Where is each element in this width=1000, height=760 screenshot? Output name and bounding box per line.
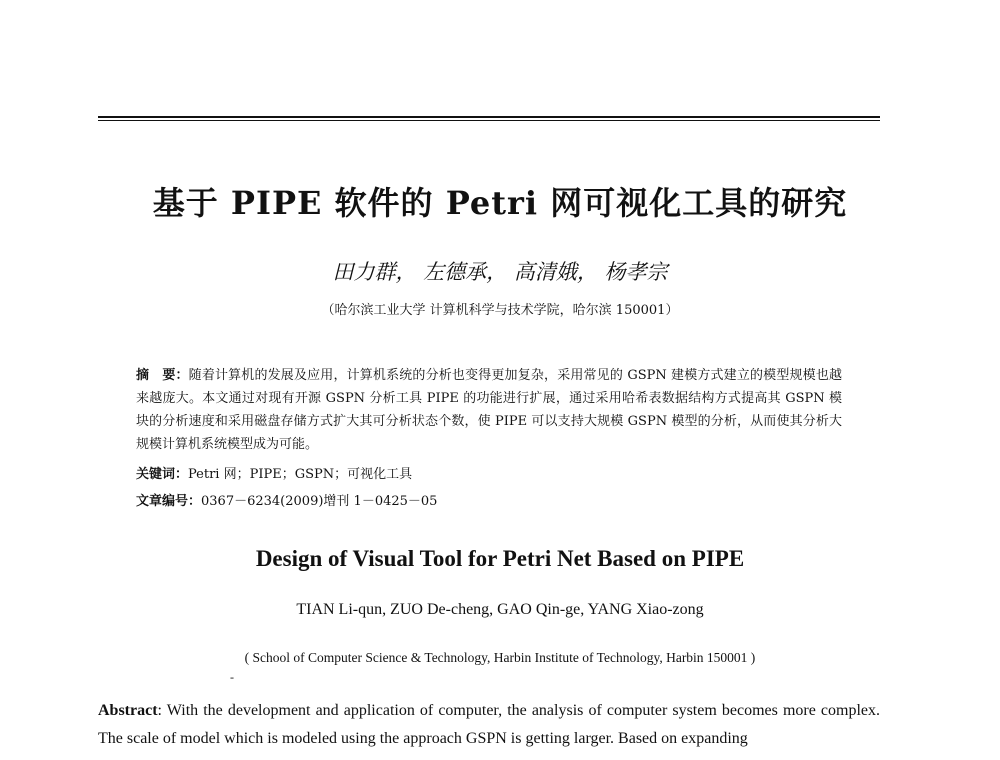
- chinese-keywords-label: 关键词：: [136, 467, 189, 482]
- stray-mark: -: [230, 670, 234, 684]
- header-rule-thin: [98, 120, 880, 121]
- chinese-keywords: [136, 463, 412, 482]
- chinese-authors: 田力群， 左德承， 高清娥， 杨孝宗: [332, 260, 668, 284]
- english-abstract: [98, 697, 880, 753]
- chinese-affiliation: （哈尔滨工业大学 计算机科学与技术学院，哈尔滨 150001）: [321, 303, 679, 318]
- chinese-abstract: [136, 364, 842, 456]
- article-id: [136, 490, 437, 509]
- article-id-text: 0367－6234(2009)增刊 1－0425－05: [201, 494, 438, 509]
- chinese-abstract-label: 摘 要：: [136, 368, 189, 383]
- chinese-title: 基于 PIPE 软件的 Petri 网可视化工具的研究: [152, 184, 848, 222]
- english-authors: TIAN Li-qun, ZUO De-cheng, GAO Qin-ge, YANG Xiao-zong: [296, 601, 704, 618]
- english-abstract-label: Abstract: [98, 702, 158, 719]
- article-id-label: 文章编号：: [136, 494, 202, 509]
- english-affiliation: ( School of Computer Science & Technology, Harbin Institute of Technology, Harbin 150001 ): [244, 650, 756, 665]
- chinese-keywords-text: Petri 网；PIPE；GSPN；可视化工具: [188, 467, 413, 482]
- english-title: Design of Visual Tool for Petri Net Based on PIPE: [255, 546, 745, 571]
- english-abstract-text: : With the development and application of computer, the analysis of computer system becomes more complex. The scale of model which is modeled using the approach GSPN is getting larger. Based on expanding: [98, 702, 880, 747]
- header-rule-thick: [98, 116, 880, 118]
- chinese-abstract-text: 随着计算机的发展及应用，计算机系统的分析也变得更加复杂，采用常见的 GSPN 建模方式建立的模型规模也越来越庞大。本文通过对现有开源 GSPN 分析工具 PIPE 的功能进行扩展，通过采用哈希表数据结构方式提高其 GSPN 模块的分析速度和采用磁盘存储方式扩大其可分析状态个数，使 PIPE 可以支持大规模 GSPN 模型的分析，从而使其分析大规模计算机系统模型成为可能。: [136, 368, 842, 452]
